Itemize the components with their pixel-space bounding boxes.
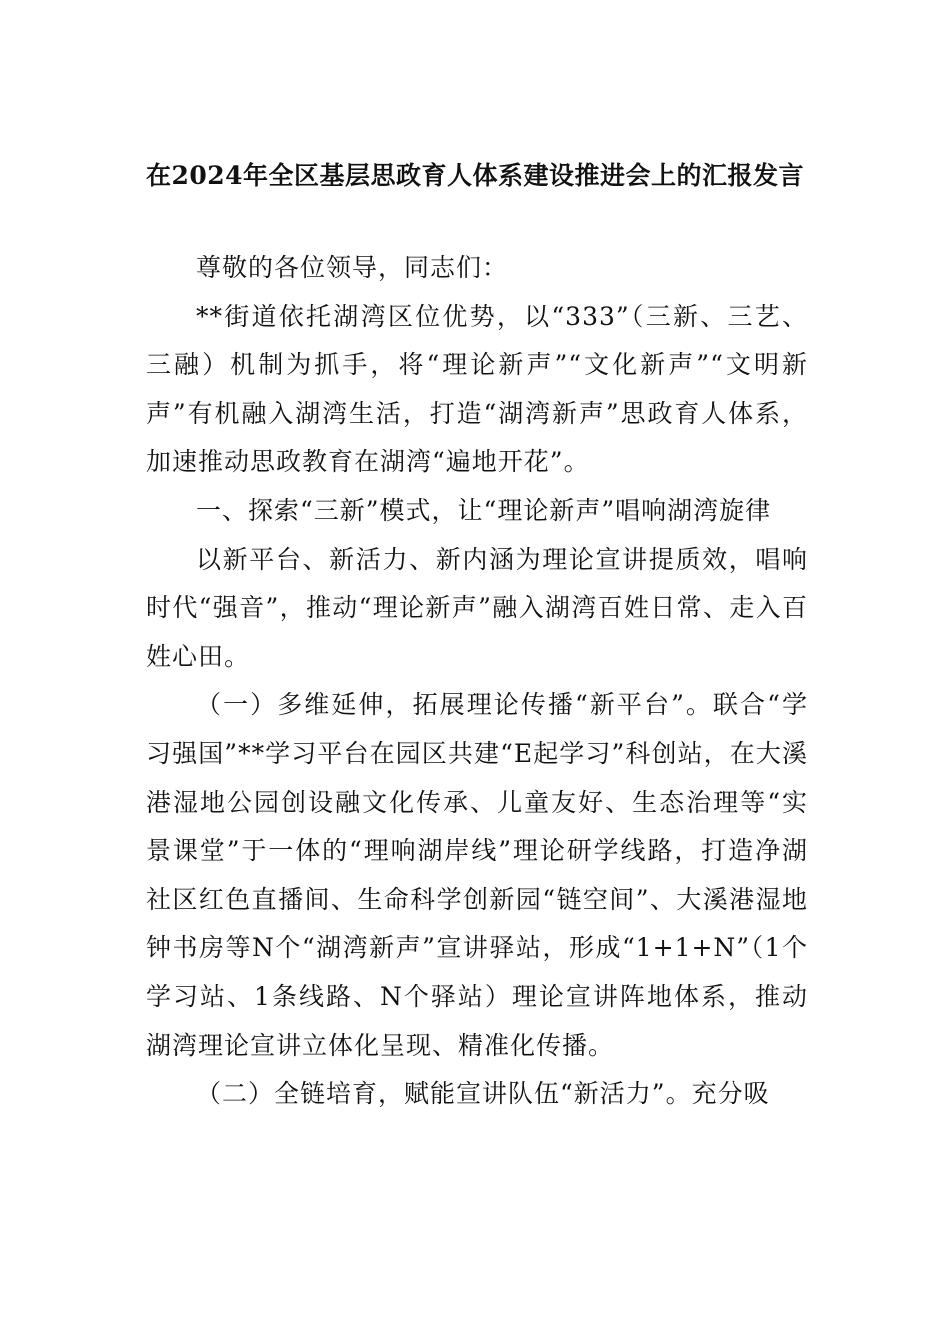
section-summary-paragraph: 以新平台、新活力、新内涵为理论宣讲提质效，唱响时代“强音”，推动“理论新声”融入湖湾百姓日常、走入百姓心田。 bbox=[146, 544, 808, 671]
intro-paragraph: **街道依托湖湾区位优势，以“333”（三新、三艺、三融）机制为抓手，将“理论新声”“文化新声”“文明新声”有机融入湖湾生活，打造“湖湾新声”思政育人体系，加速推动思政教育在湖湾“遍地开花”。 bbox=[146, 301, 808, 477]
document-body bbox=[146, 244, 808, 1119]
salutation-paragraph: 尊敬的各位领导，同志们： bbox=[196, 253, 509, 282]
subsection-paragraph-2: （二）全链培育，赋能宣讲队伍“新活力”。充分吸 bbox=[196, 1079, 770, 1109]
document-title: 在2024年全区基层思政育人体系建设推进会上的汇报发言 bbox=[145, 161, 805, 190]
section-heading-1: 一、探索“三新”模式，让“理论新声”唱响湖湾旋律 bbox=[196, 495, 772, 525]
subsection-paragraph-1: （一）多维延伸，拓展理论传播“新平台”。联合“学习强国”**学习平台在园区共建“E起学习”科创站，在大溪港湿地公园创设融文化传承、儿童友好、生态治理等“实景课堂”于一体的“理响湖岸线”理论研学线路，打造净湖社区红色直播间、生命科学创新园“链空间”、大溪港湿地钟书房等N个“湖湾新声”宣讲驿站，形成“1+1+N”（1个学习站、1条线路、N个驿站）理论宣讲阵地体系，推动湖湾理论宣讲立体化呈现、精准化传播。 bbox=[146, 690, 808, 1060]
